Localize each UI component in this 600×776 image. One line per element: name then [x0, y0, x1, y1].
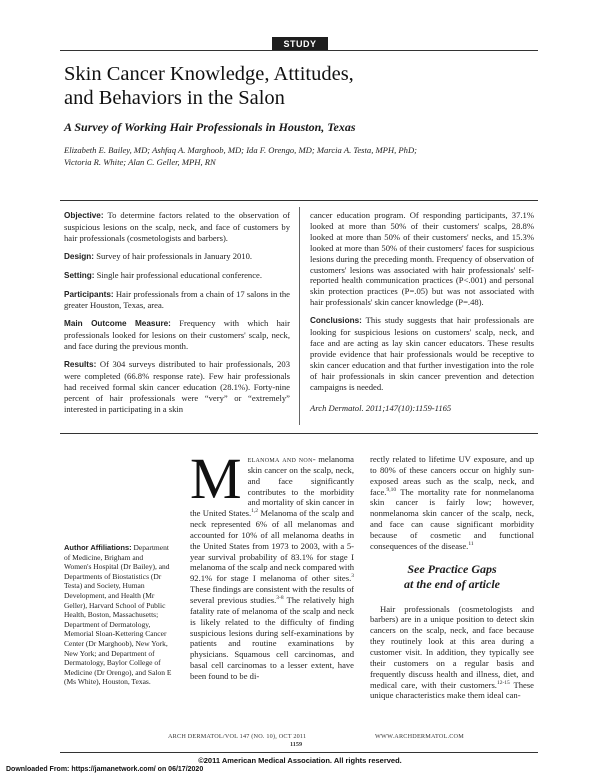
abstract-conclusions [310, 315, 534, 392]
top-rule [60, 50, 538, 51]
setting-label: Setting: [64, 270, 95, 280]
body-paragraph-2 [370, 454, 534, 552]
practice-gaps-callout [370, 562, 534, 592]
author-list [64, 145, 534, 168]
participants-text: Hair professionals from a chain of 17 salons in the greater Houston, Texas, area. [64, 288, 290, 311]
col2-text-2: The mortality rate for nonmelanoma skin cancer is fairly low; however, nonmelanoma skin cancer of the scalp, neck, and face can cause significant morbidity because of cosmetic and functional consequences of the disease. [370, 486, 534, 551]
ref-12-15: 12-15 [496, 679, 510, 686]
authors-line-1: Elizabeth E. Bailey, MD; Ashfaq A. Marghoob, MD; Ida F. Orengo, MD; Marcia A. Testa, MPH, PhD; [64, 145, 418, 155]
ref-3-8: 3-8 [276, 595, 284, 602]
abstract-objective [64, 210, 290, 244]
abstract-setting [64, 270, 290, 282]
abstract-right-column [310, 210, 534, 420]
intro-text-2: Melanoma of the scalp and neck represented 6% of all melanomas and accounted for 10% of all melanoma deaths in the United States from 1973 to 2003, with a 5-year survival probability of 83.1% for stage I melanoma of the scalp and neck compared with 92.1% for stage I melanoma of other sites. [190, 508, 354, 584]
participants-label: Participants: [64, 289, 114, 299]
body-column-2 [370, 454, 534, 707]
design-text: Survey of hair professionals in January 2010. [96, 250, 253, 261]
objective-label: Objective: [64, 211, 104, 220]
intro-text: melanoma skin cancer on the scalp, neck, and face significantly contributes to the morbidity and mortality of skin cancer in the United States. [190, 454, 354, 519]
abstract-participants [64, 289, 290, 312]
intro-text-4: The relatively high fatality rate of melanoma of the scalp and neck is likely related to the difficulty of finding suspicious lesions during self-examinations by patients and routine examinations by physicians. Squamous cell carcinomas, and basal cell carcinomas to a lesser extent, have been found to be di- [190, 594, 355, 681]
footer-website: WWW.ARCHDERMATOL.COM [375, 733, 464, 740]
title-line-2: and Behaviors in the Salon [64, 87, 285, 109]
footer-journal: ARCH DERMATOL/VOL 147 (NO. 10), OCT 2011 [168, 733, 307, 740]
outcome-text: Frequency with which hair professionals looked for lesions on their customers' scalp, neck, and face during the previous month. [64, 318, 290, 352]
ref-3: 3 [351, 573, 354, 580]
col2-text: rectly related to lifetime UV exposure, and up to 80% of these cancers occur on highly sun-exposed areas such as the scalp, neck, and face. [370, 454, 534, 497]
download-notice: Downloaded From: https://jamanetwork.com/ on 06/17/2020 [6, 766, 204, 773]
conclusions-text: This study suggests that hair professionals are looking for suspicious lesions on customers' scalp, neck, and face and are acting as lay skin cancer educators. These results provide evidence that hair professionals would be receptive to skin cancer education and that further investigation into the role of hair professionals in skin cancer prevention and detection campaigns is needed. [310, 315, 534, 392]
abstract-outcome [64, 318, 290, 352]
conclusions-label: Conclusions: [310, 316, 362, 326]
title-line-1: Skin Cancer Knowledge, Attitudes, [64, 63, 354, 85]
page-number: 1159 [290, 741, 303, 748]
outcome-label: Main Outcome Measure: [64, 319, 171, 329]
practice-gaps-line-2: at the end of article [404, 576, 500, 591]
abstract-design [64, 251, 290, 263]
ref-1-2: 1,2 [251, 508, 259, 515]
design-label: Design: [64, 251, 95, 261]
results-text: Of 304 surveys distributed to hair professionals, 203 were completed (66.8% response rate). Few hair professionals had received formal skin cancer education (28.1%). Forty-nine percent of hair professionals were “very” or “extremely” interested in participating in a skin [64, 359, 290, 414]
abstract-left-column [64, 210, 290, 422]
intro-text-3: These findings are consistent with the results of several previous studies. [190, 584, 354, 605]
col2-para2-end: These unique characteristics make them ideal can- [370, 679, 534, 701]
body-paragraph-1 [190, 446, 355, 682]
body-column-1 [190, 446, 355, 688]
col2-para2: Hair professionals (cosmetologists and barbers) are in a unique position to detect skin cancers on the scalp, neck, and face because they routinely look at this area during a customer visit. In addition, they typically see their customers on a regular basis and frequently discuss health and illness, diet, and medical care, with their customers. [370, 603, 534, 690]
drop-cap: M [190, 446, 242, 511]
affiliations-text: Department of Medicine, Brigham and Women's Hospital (Dr Bailey), and Departments of Biostatistics (Dr Testa) and Society, Human Development, and Health (Mr Geller), Harvard School of Public Health, Boston, Massachusetts; Department of Dermatology, Memorial Sloan-Kettering Cancer Center (Dr Marghoob), New York, New York; and Department of Dermatology, Baylor College of Medicine (Dr Orengo), and Salon E (Ms White), Houston, Texas. [64, 543, 172, 687]
footer-rule [60, 752, 538, 753]
article-subtitle: A Survey of Working Hair Professionals in Houston, Texas [64, 120, 356, 134]
affiliations-heading: Author Affiliations: [64, 543, 132, 552]
abstract-results [64, 359, 290, 415]
ref-11: 11 [468, 540, 474, 547]
citation: Arch Dermatol. 2011;147(10):1159-1165 [310, 402, 452, 413]
authors-line-2: Victoria R. White; Alan C. Geller, MPH, RN [64, 156, 216, 167]
intro-smallcaps: elanoma and non- [247, 454, 316, 464]
ref-9-10: 9,10 [386, 486, 397, 493]
results-label: Results: [64, 360, 97, 370]
abstract-divider [299, 207, 300, 425]
body-paragraph-3 [370, 604, 534, 702]
article-title [64, 62, 534, 110]
copyright-notice: ©2011 American Medical Association. All rights reserved. [198, 756, 402, 765]
setting-text: Single hair professional educational conference. [96, 269, 263, 280]
abstract-results-continued: cancer education program. Of responding participants, 37.1% looked at more than 50% of their customers' scalps, 28.8% looked at more than 50% of their customers' necks, and 15.3% looked at more than 50% of their customers' faces for suspicious lesions during the preceding month. Frequency of observation of customers' lesions was associated with hair professionals' self-reported health communication practices (P<.001) and personal skin protection practices (P=.05) but was not associated with hair professionals' skin cancer knowledge (P=.48). [310, 210, 534, 308]
objective-text: To determine factors related to the observation of suspicious lesions on the scalp, neck, and face of customers by hair professionals (cosmetologists and barbers). [64, 210, 290, 243]
practice-gaps-line-1: See Practice Gaps [407, 561, 497, 576]
study-badge: STUDY [272, 37, 328, 51]
author-affiliations [64, 543, 172, 687]
